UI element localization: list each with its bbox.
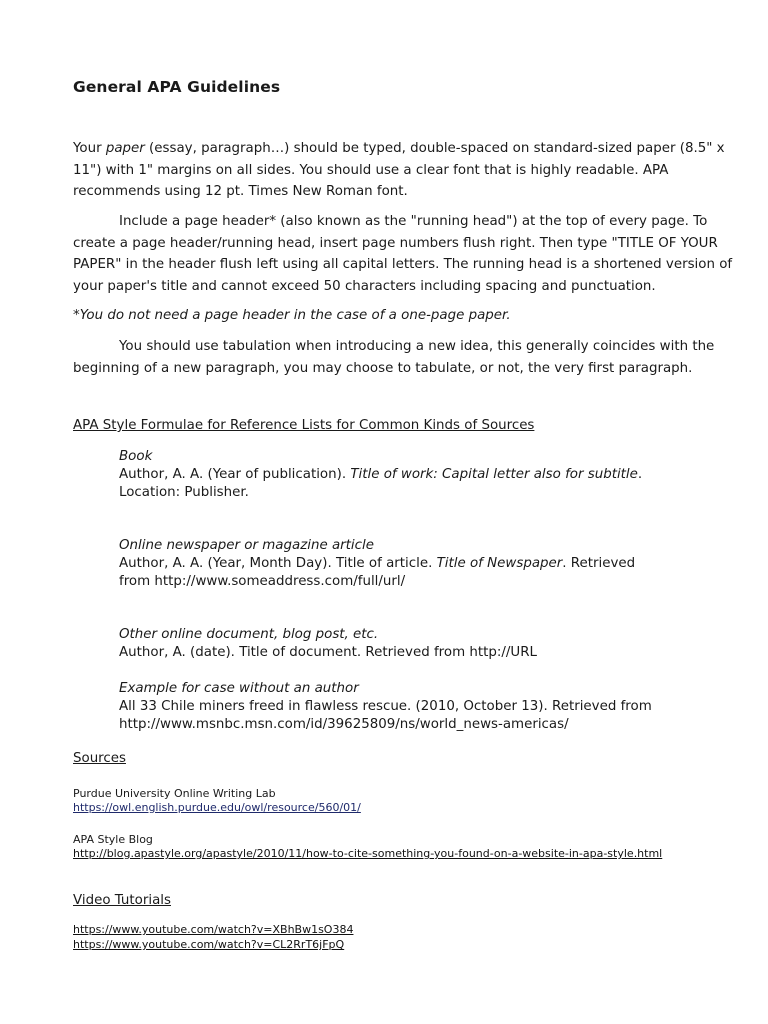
- paragraph-line: recommends using 12 pt. Times New Roman font.: [73, 184, 408, 200]
- text-run: .: [637, 467, 643, 483]
- text-run-italic: paper: [105, 141, 145, 156]
- text-run: Your: [73, 141, 106, 156]
- paragraph-tabulation: [73, 336, 715, 379]
- paragraph-line: PAPER" in the header flush left using all capital letters. The running head is a shortened version of: [73, 257, 733, 273]
- reference-line: [119, 466, 642, 484]
- footnote: [73, 305, 698, 327]
- text-run: Author, A. A. (Year, Month Day). Title of article.: [119, 556, 437, 572]
- text-run: . Retrieved: [562, 556, 636, 572]
- reference-type-title: Example for case without an author: [119, 681, 359, 696]
- reference-online-newspaper: [119, 537, 635, 592]
- paragraph-line: beginning of a new paragraph, you may choose to tabulate, or not, the very first paragraph.: [73, 360, 693, 376]
- source-name-purdue: Purdue University Online Writing Lab: [73, 787, 276, 800]
- source-link-purdue[interactable]: https://owl.english.purdue.edu/owl/resource/560/01/: [73, 801, 361, 814]
- reference-type-title: Online newspaper or magazine article: [119, 538, 374, 553]
- reference-type-title: Book: [119, 449, 153, 464]
- paragraph-line: your paper's title and cannot exceed 50 characters including spacing and punctuation.: [73, 278, 656, 294]
- reference-line: from http://www.someaddress.com/full/url/: [119, 574, 406, 590]
- text-run: (essay, paragraph…) should be typed, double-spaced on standard-sized paper (8.5" x: [144, 141, 725, 156]
- text-run: Author, A. A. (Year of publication).: [119, 467, 351, 483]
- reference-line: http://www.msnbc.msn.com/id/39625809/ns/world_news-americas/: [119, 717, 569, 733]
- video-link-2[interactable]: https://www.youtube.com/watch?v=CL2RrT6jFpQ: [73, 938, 345, 951]
- source-link-apa-blog[interactable]: http://blog.apastyle.org/apastyle/2010/11/how-to-cite-something-you-found-on-a-website-in-apa-style.html: [73, 847, 663, 860]
- video-link-1[interactable]: https://www.youtube.com/watch?v=XBhBw1sO384: [73, 923, 354, 936]
- paragraph-line: You should use tabulation when introducing a new idea, this generally coincides with the: [119, 339, 715, 354]
- paragraph-line: 11") with 1" margins on all sides. You should use a clear font that is highly readable. APA: [73, 162, 669, 178]
- paragraph-line: create a page header/running head, insert page numbers flush right. Then type "TITLE OF YOUR: [73, 235, 718, 251]
- paragraph-line: Include a page header* (also known as the "running head") at the top of every page. To: [119, 214, 708, 229]
- paragraph-line: [73, 138, 725, 160]
- reference-no-author: [119, 680, 652, 735]
- formulae-heading: APA Style Formulae for Reference Lists for Common Kinds of Sources: [73, 418, 535, 433]
- source-name-apa-blog: APA Style Blog: [73, 833, 153, 846]
- text-run-italic: Title of Newspaper: [436, 556, 563, 572]
- reference-line: Location: Publisher.: [119, 485, 249, 501]
- reference-line: All 33 Chile miners freed in flawless rescue. (2010, October 13). Retrieved from: [119, 699, 652, 715]
- text-run-italic: Title of work: Capital letter also for subtitle: [350, 467, 638, 483]
- sources-heading: Sources: [73, 751, 126, 766]
- page-title: General APA Guidelines: [73, 78, 281, 96]
- reference-other-online: [119, 626, 537, 662]
- reference-line: Author, A. (date). Title of document. Retrieved from http://URL: [119, 645, 537, 661]
- paragraph-page-header: [73, 211, 733, 297]
- reference-type-title: Other online document, blog post, etc.: [119, 627, 379, 642]
- footnote-text: *You do not need a page header in the case of a one-page paper.: [73, 308, 511, 323]
- video-tutorials-heading: Video Tutorials: [73, 893, 171, 908]
- reference-book: [119, 448, 642, 503]
- paragraph-formatting: [73, 138, 725, 203]
- reference-line: [119, 555, 635, 573]
